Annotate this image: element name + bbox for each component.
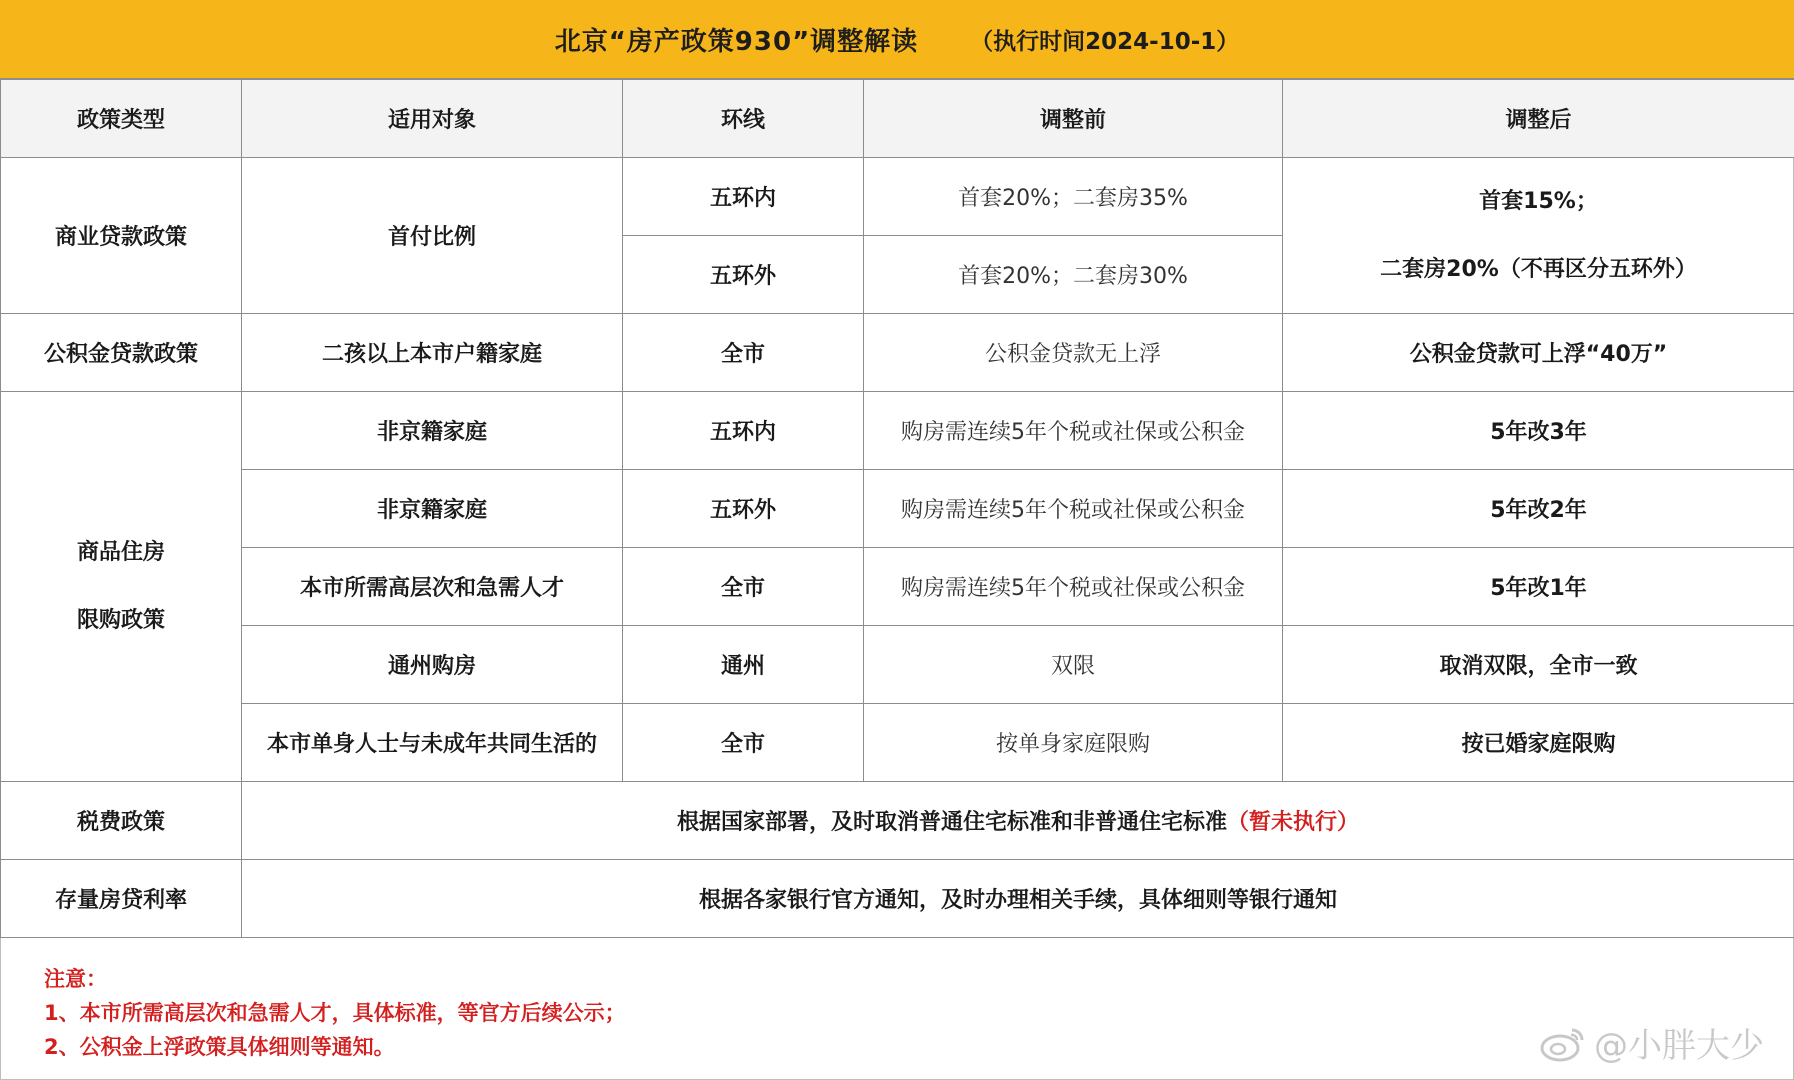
purchase-limit-after: 5年改2年: [1283, 470, 1794, 548]
fund-loan-before: 公积金贷款无上浮: [864, 314, 1283, 392]
fund-loan-target: 二孩以上本市户籍家庭: [242, 314, 623, 392]
purchase-limit-ring: 通州: [623, 626, 864, 704]
fund-loan-after: 公积金贷款可上浮“40万”: [1283, 314, 1794, 392]
purchase-limit-after: 5年改3年: [1283, 392, 1794, 470]
purchase-limit-before: 购房需连续5年个税或社保或公积金: [864, 470, 1283, 548]
notice-item-1: 1、本市所需高层次和急需人才，具体标准，等官方后续公示；: [44, 1001, 626, 1025]
tax-policy-content: [242, 782, 1794, 860]
purchase-limit-target: 本市单身人士与未成年共同生活的: [242, 704, 623, 782]
commercial-loan-after-line1: 首套15%；: [1479, 188, 1598, 214]
fund-loan-type: 公积金贷款政策: [1, 314, 242, 392]
purchase-limit-after: 5年改1年: [1283, 548, 1794, 626]
purchase-limit-target: 通州购房: [242, 626, 623, 704]
purchase-limit-type-line1: 商品住房: [76, 539, 165, 565]
purchase-limit-before: 按单身家庭限购: [864, 704, 1283, 782]
table-row: [1, 704, 1794, 782]
header-after: 调整后: [1283, 80, 1794, 158]
commercial-loan-after-line2: 二套房20%（不再区分五环外）: [1380, 256, 1697, 282]
commercial-loan-ring-inner: 五环内: [623, 158, 864, 236]
commercial-loan-target: 首付比例: [242, 158, 623, 314]
notice-heading: 注意：: [44, 967, 107, 991]
existing-rate-type: 存量房贷利率: [1, 860, 242, 938]
header-before: 调整前: [864, 80, 1283, 158]
commercial-loan-before-inner: 首套20%；二套房35%: [864, 158, 1283, 236]
notice-block: [44, 962, 626, 1064]
purchase-limit-type-line2: 限购政策: [76, 607, 165, 633]
table-row: [1, 470, 1794, 548]
commercial-loan-type: 商业贷款政策: [1, 158, 242, 314]
tax-policy-status-note: （暂未执行）: [1227, 810, 1360, 835]
header-ring: 环线: [623, 80, 864, 158]
watermark: [1540, 1018, 1764, 1067]
title-bar: [0, 0, 1794, 79]
table-row: [1, 860, 1794, 938]
purchase-limit-target: 非京籍家庭: [242, 392, 623, 470]
table-row: [1, 548, 1794, 626]
commercial-loan-before-outer: 首套20%；二套房30%: [864, 236, 1283, 314]
purchase-limit-target: 本市所需高层次和急需人才: [242, 548, 623, 626]
table-row: [1, 626, 1794, 704]
notice-item-2: 2、公积金上浮政策具体细则等通知。: [44, 1035, 395, 1059]
purchase-limit-after: 取消双限，全市一致: [1283, 626, 1794, 704]
table-row: [1, 314, 1794, 392]
table-row: [1, 158, 1794, 236]
table-header-row: [1, 80, 1794, 158]
table-row: [1, 392, 1794, 470]
purchase-limit-ring: 五环外: [623, 470, 864, 548]
purchase-limit-before: 购房需连续5年个税或社保或公积金: [864, 548, 1283, 626]
page-subtitle: （执行时间2024-10-1）: [970, 28, 1240, 55]
policy-table: [0, 79, 1794, 938]
purchase-limit-ring: 全市: [623, 548, 864, 626]
table-row: [1, 782, 1794, 860]
existing-rate-content: 根据各家银行官方通知，及时办理相关手续，具体细则等银行通知: [242, 860, 1794, 938]
purchase-limit-before: 购房需连续5年个税或社保或公积金: [864, 392, 1283, 470]
commercial-loan-ring-outer: 五环外: [623, 236, 864, 314]
commercial-loan-after: [1283, 158, 1794, 314]
weibo-icon: [1540, 1024, 1586, 1062]
tax-policy-type: 税费政策: [1, 782, 242, 860]
purchase-limit-type: [1, 392, 242, 782]
purchase-limit-ring: 全市: [623, 704, 864, 782]
header-target: 适用对象: [242, 80, 623, 158]
page-title: 北京“房产政策930”调整解读: [554, 26, 919, 57]
watermark-text: @小胖大少: [1594, 1026, 1764, 1066]
fund-loan-ring: 全市: [623, 314, 864, 392]
tax-policy-text: 根据国家部署，及时取消普通住宅标准和非普通住宅标准: [676, 810, 1227, 835]
purchase-limit-after: 按已婚家庭限购: [1283, 704, 1794, 782]
purchase-limit-ring: 五环内: [623, 392, 864, 470]
purchase-limit-target: 非京籍家庭: [242, 470, 623, 548]
header-policy-type: 政策类型: [1, 80, 242, 158]
purchase-limit-before: 双限: [864, 626, 1283, 704]
